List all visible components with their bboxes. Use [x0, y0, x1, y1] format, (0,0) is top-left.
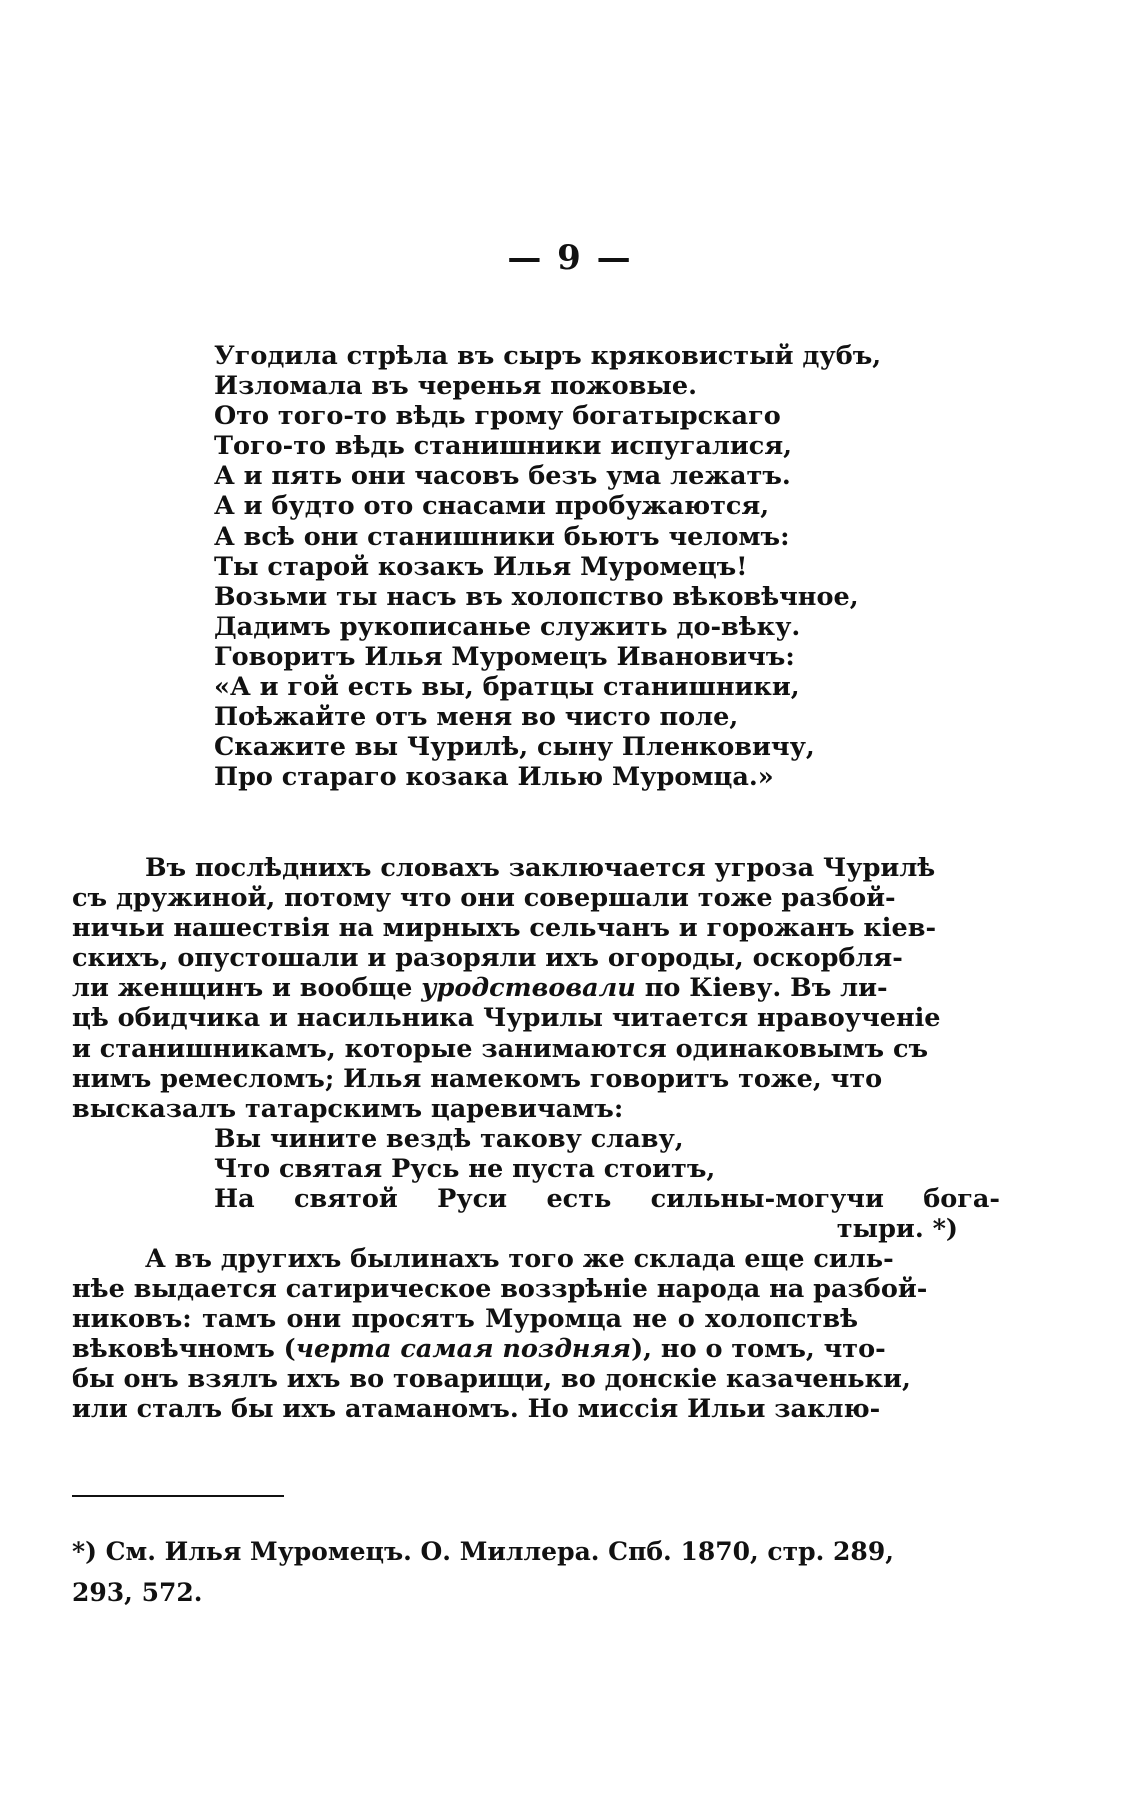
verse-line: «А и гой есть вы, братцы станишники,	[214, 672, 800, 703]
verse-line: Ото того-то вѣдь грому богатырскаго	[214, 401, 781, 432]
prose-paragraph-2	[72, 1244, 928, 1425]
prose-text: ли женщинъ и вообще	[72, 973, 413, 1004]
italic-term: черта самая поздняя	[295, 1334, 632, 1365]
verse-line: Угодила стрѣла въ сыръ кряковистый дубъ,	[214, 341, 882, 371]
verse-line: Ты старой козакъ Илья Муромецъ!	[214, 551, 748, 582]
italic-term: уродствовали	[421, 973, 636, 1004]
prose-text: ), но о томъ, что-	[631, 1334, 886, 1365]
prose-line: или сталъ бы ихъ атаманомъ. Но миссія Ильи заклю-	[72, 1394, 881, 1425]
prose-line: и станишникамъ, которые занимаются одинаковымъ съ	[72, 1033, 929, 1064]
prose-line: Въ послѣднихъ словахъ заключается угроза Чурилѣ	[145, 853, 936, 883]
prose-line: нимъ ремесломъ; Илья намекомъ говоритъ тоже, что	[72, 1063, 883, 1094]
verse-line: На святой Руси есть сильны-могучи бога-	[214, 1184, 1000, 1215]
footnote	[72, 1531, 894, 1613]
verse-line: Поѣжайте отъ меня во чисто поле,	[214, 702, 739, 733]
prose-text: по Кіеву. Въ ли-	[644, 973, 888, 1004]
prose-line: высказалъ татарскимъ царевичамъ:	[72, 1093, 624, 1124]
prose-line: бы онъ взялъ ихъ во товарищи, во донскіе казаченьки,	[72, 1364, 911, 1395]
prose-text: вѣковѣчномъ (	[72, 1334, 296, 1365]
prose-paragraph-1	[72, 853, 941, 1124]
page-number: — 9 —	[507, 238, 633, 278]
verse-line: А всѣ они станишники бьютъ челомъ:	[214, 521, 790, 552]
verse-line: Того-то вѣдь станишники испугалися,	[214, 431, 793, 462]
verse-block-1	[72, 341, 1000, 792]
prose-line: нѣе выдается сатирическое воззрѣніе народа на разбой-	[72, 1274, 928, 1305]
verse-line: Скажите вы Чурилѣ, сыну Пленковичу,	[214, 732, 815, 763]
verse-line: Вы чините вездѣ такову славу,	[214, 1124, 684, 1154]
prose-line	[72, 1334, 886, 1365]
prose-line: А въ другихъ былинахъ того же склада еще силь-	[145, 1244, 894, 1274]
prose-line: никовъ: тамъ они просятъ Муромца не о холопствѣ	[72, 1304, 858, 1335]
prose-line: съ дружиной, потому что они совершали тоже разбой-	[72, 883, 896, 914]
verse-block-2	[72, 1124, 1000, 1244]
verse-line: Про стараго козака Илью Муромца.»	[214, 762, 774, 793]
verse-line: Говоритъ Илья Муромецъ Ивановичъ:	[214, 641, 795, 672]
verse-line-continuation: тыри. *)	[836, 1214, 958, 1245]
footnote-line: *) См. Илья Муромецъ. О. Миллера. Спб. 1870, стр. 289,	[72, 1537, 894, 1566]
footnote-line: 293, 572.	[72, 1578, 203, 1607]
prose-line: цѣ обидчика и насильника Чурилы читается нравоученіе	[72, 1003, 941, 1034]
verse-line: А и будто ото снасами пробужаются,	[214, 491, 770, 522]
verse-line: Возьми ты насъ въ холопство вѣковѣчное,	[214, 581, 859, 612]
verse-line: А и пять они часовъ безъ ума лежатъ.	[214, 461, 791, 492]
footnote-divider	[72, 1495, 284, 1497]
verse-line: Дадимъ рукописанье служить до-вѣку.	[214, 611, 801, 642]
prose-line: скихъ, опустошали и разоряли ихъ огороды, оскорбля-	[72, 943, 903, 974]
verse-line: Что святая Русь не пуста стоитъ,	[214, 1154, 716, 1185]
prose-line: ничьи нашествія на мирныхъ сельчанъ и горожанъ кіев-	[72, 913, 937, 944]
prose-line	[72, 973, 888, 1004]
verse-line: Изломала въ черенья пожовые.	[214, 371, 698, 402]
